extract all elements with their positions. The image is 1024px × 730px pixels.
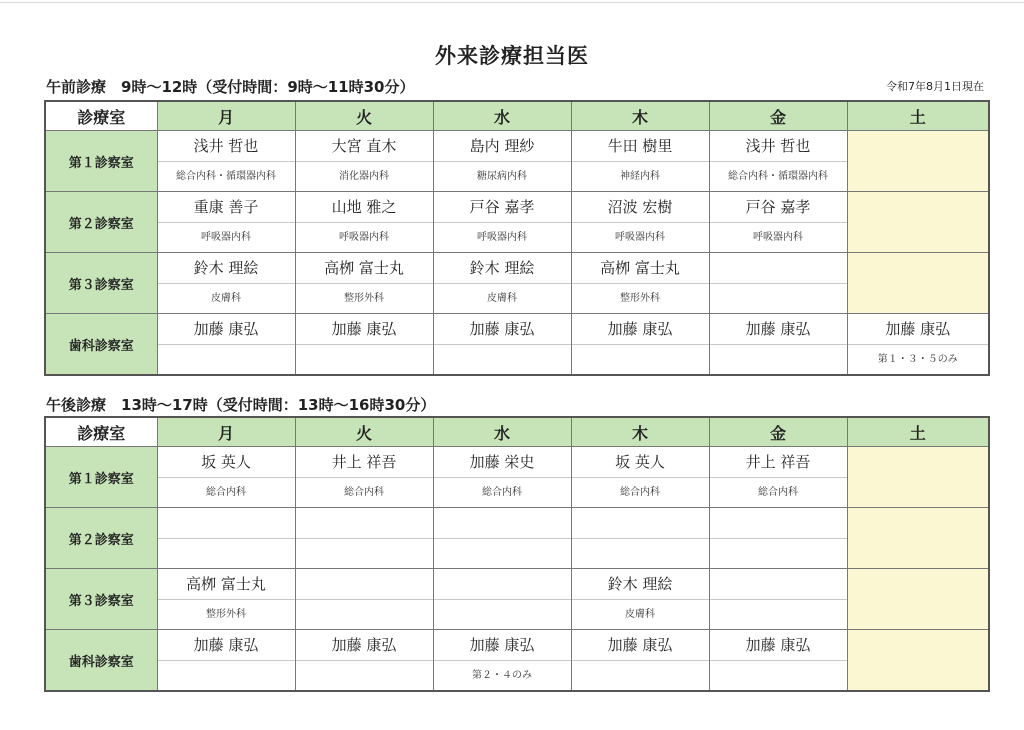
room-row bbox=[45, 131, 989, 192]
header-day: 火 bbox=[295, 101, 433, 131]
header-room: 診療室 bbox=[45, 101, 157, 131]
doctor-cell bbox=[295, 569, 433, 630]
doctor-name: 加藤 康弘 bbox=[710, 630, 847, 661]
doctor-cell bbox=[571, 569, 709, 630]
department-label bbox=[572, 661, 709, 690]
department-label: 糖尿病内科 bbox=[477, 171, 527, 182]
header-day: 月 bbox=[157, 101, 295, 131]
doctor-cell bbox=[157, 131, 295, 192]
doctor-name: 牛田 樹里 bbox=[572, 131, 709, 162]
afternoon-schedule-table bbox=[44, 416, 990, 692]
doctor-cell bbox=[157, 569, 295, 630]
page-title: 外来診療担当医 bbox=[435, 44, 589, 68]
department-label bbox=[434, 345, 571, 374]
department-label: 呼吸器内科 bbox=[615, 232, 665, 243]
department-label bbox=[710, 661, 847, 690]
doctor-name bbox=[572, 508, 709, 539]
doctor-cell bbox=[709, 314, 847, 376]
doctor-cell bbox=[157, 447, 295, 508]
department-label: 整形外科 bbox=[206, 609, 246, 620]
room-label: 第３診察室 bbox=[45, 569, 157, 630]
department-label: 総合内科 bbox=[482, 487, 522, 498]
doctor-cell bbox=[847, 630, 989, 692]
doctor-cell bbox=[571, 508, 709, 569]
doctor-cell bbox=[433, 192, 571, 253]
department-label bbox=[158, 539, 295, 568]
room-row bbox=[45, 630, 989, 692]
room-row bbox=[45, 508, 989, 569]
department-label bbox=[296, 539, 433, 568]
doctor-cell bbox=[571, 253, 709, 314]
department-label: 整形外科 bbox=[344, 293, 384, 304]
header-day: 水 bbox=[433, 417, 571, 447]
department-label bbox=[710, 345, 847, 374]
doctor-cell bbox=[295, 131, 433, 192]
doctor-name: 加藤 康弘 bbox=[434, 630, 571, 661]
room-label: 第１診察室 bbox=[45, 131, 157, 192]
doctor-cell bbox=[709, 192, 847, 253]
doctor-name: 浅井 哲也 bbox=[158, 131, 295, 162]
morning-heading: 午前診療 9時～12時（受付時間：9時～11時30分） bbox=[46, 78, 415, 96]
doctor-cell bbox=[709, 630, 847, 692]
doctor-cell bbox=[433, 131, 571, 192]
doctor-cell bbox=[709, 253, 847, 314]
room-row bbox=[45, 447, 989, 508]
doctor-cell bbox=[709, 508, 847, 569]
doctor-cell bbox=[571, 314, 709, 376]
header-day: 木 bbox=[571, 417, 709, 447]
doctor-name: 井上 祥吾 bbox=[296, 447, 433, 478]
doctor-cell bbox=[295, 253, 433, 314]
doctor-name: 高栁 富士丸 bbox=[158, 569, 295, 600]
department-label bbox=[158, 661, 295, 690]
room-label: 第３診察室 bbox=[45, 253, 157, 314]
department-label: 総合内科・循環器内科 bbox=[176, 171, 276, 182]
doctor-name: 井上 祥吾 bbox=[710, 447, 847, 478]
header-day: 水 bbox=[433, 101, 571, 131]
room-row bbox=[45, 192, 989, 253]
department-label: 第２・４のみ bbox=[472, 670, 532, 681]
afternoon-heading: 午後診療 13時～17時（受付時間：13時～16時30分） bbox=[46, 396, 436, 414]
department-label: 皮膚科 bbox=[211, 293, 241, 304]
doctor-cell bbox=[571, 630, 709, 692]
department-label bbox=[296, 600, 433, 629]
department-label: 消化器内科 bbox=[339, 171, 389, 182]
doctor-cell bbox=[847, 569, 989, 630]
header-day: 金 bbox=[709, 101, 847, 131]
room-row bbox=[45, 253, 989, 314]
room-row bbox=[45, 314, 989, 376]
doctor-name: 加藤 栄史 bbox=[434, 447, 571, 478]
department-label bbox=[572, 345, 709, 374]
doctor-name: 加藤 康弘 bbox=[572, 630, 709, 661]
header-day: 土 bbox=[847, 417, 989, 447]
header-row bbox=[45, 417, 989, 447]
doctor-cell bbox=[847, 447, 989, 508]
department-label: 呼吸器内科 bbox=[477, 232, 527, 243]
department-label: 総合内科 bbox=[620, 487, 660, 498]
doctor-cell bbox=[433, 314, 571, 376]
doctor-name: 加藤 康弘 bbox=[848, 314, 989, 345]
doctor-cell bbox=[847, 253, 989, 314]
doctor-name: 坂 英人 bbox=[158, 447, 295, 478]
doctor-cell bbox=[295, 447, 433, 508]
doctor-name: 加藤 康弘 bbox=[710, 314, 847, 345]
doctor-name bbox=[158, 508, 295, 539]
doctor-name: 大宮 直木 bbox=[296, 131, 433, 162]
doctor-name: 戸谷 嘉孝 bbox=[710, 192, 847, 223]
header-day: 月 bbox=[157, 417, 295, 447]
doctor-cell bbox=[433, 447, 571, 508]
doctor-name bbox=[434, 508, 571, 539]
doctor-name: 高栁 富士丸 bbox=[572, 253, 709, 284]
doctor-cell bbox=[847, 192, 989, 253]
doctor-name: 加藤 康弘 bbox=[296, 314, 433, 345]
doctor-cell bbox=[295, 314, 433, 376]
doctor-name bbox=[710, 569, 847, 600]
room-label: 第１診察室 bbox=[45, 447, 157, 508]
department-label: 皮膚科 bbox=[625, 609, 655, 620]
doctor-name: 加藤 康弘 bbox=[158, 630, 295, 661]
doctor-cell bbox=[847, 508, 989, 569]
doctor-cell bbox=[157, 508, 295, 569]
doctor-cell bbox=[157, 192, 295, 253]
doctor-cell bbox=[433, 630, 571, 692]
header-day: 木 bbox=[571, 101, 709, 131]
doctor-cell bbox=[847, 314, 989, 376]
header-row bbox=[45, 101, 989, 131]
department-label bbox=[710, 539, 847, 568]
department-label: 第１・３・５のみ bbox=[877, 354, 958, 365]
department-label bbox=[572, 539, 709, 568]
room-label: 歯科診察室 bbox=[45, 314, 157, 376]
doctor-cell bbox=[709, 447, 847, 508]
morning-schedule-table bbox=[44, 100, 990, 376]
room-row bbox=[45, 569, 989, 630]
department-label bbox=[434, 539, 571, 568]
doctor-name: 加藤 康弘 bbox=[296, 630, 433, 661]
room-label: 第２診察室 bbox=[45, 508, 157, 569]
doctor-name: 加藤 康弘 bbox=[434, 314, 571, 345]
department-label bbox=[296, 345, 433, 374]
doctor-name bbox=[296, 569, 433, 600]
doctor-name: 戸谷 嘉孝 bbox=[434, 192, 571, 223]
doctor-cell bbox=[709, 131, 847, 192]
department-label bbox=[434, 600, 571, 629]
department-label bbox=[158, 345, 295, 374]
doctor-name: 島内 理紗 bbox=[434, 131, 571, 162]
doctor-name: 山地 雅之 bbox=[296, 192, 433, 223]
doctor-cell bbox=[295, 192, 433, 253]
doctor-cell bbox=[157, 630, 295, 692]
doctor-name bbox=[296, 508, 433, 539]
doctor-name bbox=[434, 569, 571, 600]
doctor-cell bbox=[433, 508, 571, 569]
department-label: 呼吸器内科 bbox=[753, 232, 803, 243]
doctor-cell bbox=[847, 131, 989, 192]
header-room: 診療室 bbox=[45, 417, 157, 447]
doctor-name: 加藤 康弘 bbox=[158, 314, 295, 345]
doctor-cell bbox=[295, 630, 433, 692]
doctor-name: 沼波 宏樹 bbox=[572, 192, 709, 223]
doctor-name: 鈴木 理絵 bbox=[158, 253, 295, 284]
department-label: 総合内科 bbox=[344, 487, 384, 498]
top-divider bbox=[0, 2, 1024, 3]
as-of-date: 令和7年8月1日現在 bbox=[886, 80, 984, 93]
doctor-name: 加藤 康弘 bbox=[572, 314, 709, 345]
doctor-cell bbox=[295, 508, 433, 569]
doctor-name: 坂 英人 bbox=[572, 447, 709, 478]
doctor-name bbox=[710, 508, 847, 539]
department-label: 神経内科 bbox=[620, 171, 660, 182]
department-label bbox=[710, 284, 847, 313]
doctor-cell bbox=[433, 569, 571, 630]
doctor-name: 浅井 哲也 bbox=[710, 131, 847, 162]
doctor-cell bbox=[433, 253, 571, 314]
doctor-cell bbox=[571, 192, 709, 253]
doctor-cell bbox=[571, 447, 709, 508]
header-day: 金 bbox=[709, 417, 847, 447]
department-label bbox=[296, 661, 433, 690]
header-day: 火 bbox=[295, 417, 433, 447]
department-label: 総合内科 bbox=[206, 487, 246, 498]
doctor-name: 重康 善子 bbox=[158, 192, 295, 223]
department-label: 呼吸器内科 bbox=[201, 232, 251, 243]
department-label: 呼吸器内科 bbox=[339, 232, 389, 243]
department-label: 整形外科 bbox=[620, 293, 660, 304]
department-label bbox=[710, 600, 847, 629]
department-label: 総合内科・循環器内科 bbox=[728, 171, 828, 182]
doctor-cell bbox=[571, 131, 709, 192]
header-day: 土 bbox=[847, 101, 989, 131]
doctor-cell bbox=[157, 314, 295, 376]
doctor-cell bbox=[157, 253, 295, 314]
department-label: 総合内科 bbox=[758, 487, 798, 498]
room-label: 第２診察室 bbox=[45, 192, 157, 253]
doctor-name: 鈴木 理絵 bbox=[572, 569, 709, 600]
doctor-name: 高栁 富士丸 bbox=[296, 253, 433, 284]
doctor-name: 鈴木 理絵 bbox=[434, 253, 571, 284]
doctor-cell bbox=[709, 569, 847, 630]
doctor-name bbox=[710, 253, 847, 284]
department-label: 皮膚科 bbox=[487, 293, 517, 304]
room-label: 歯科診察室 bbox=[45, 630, 157, 692]
